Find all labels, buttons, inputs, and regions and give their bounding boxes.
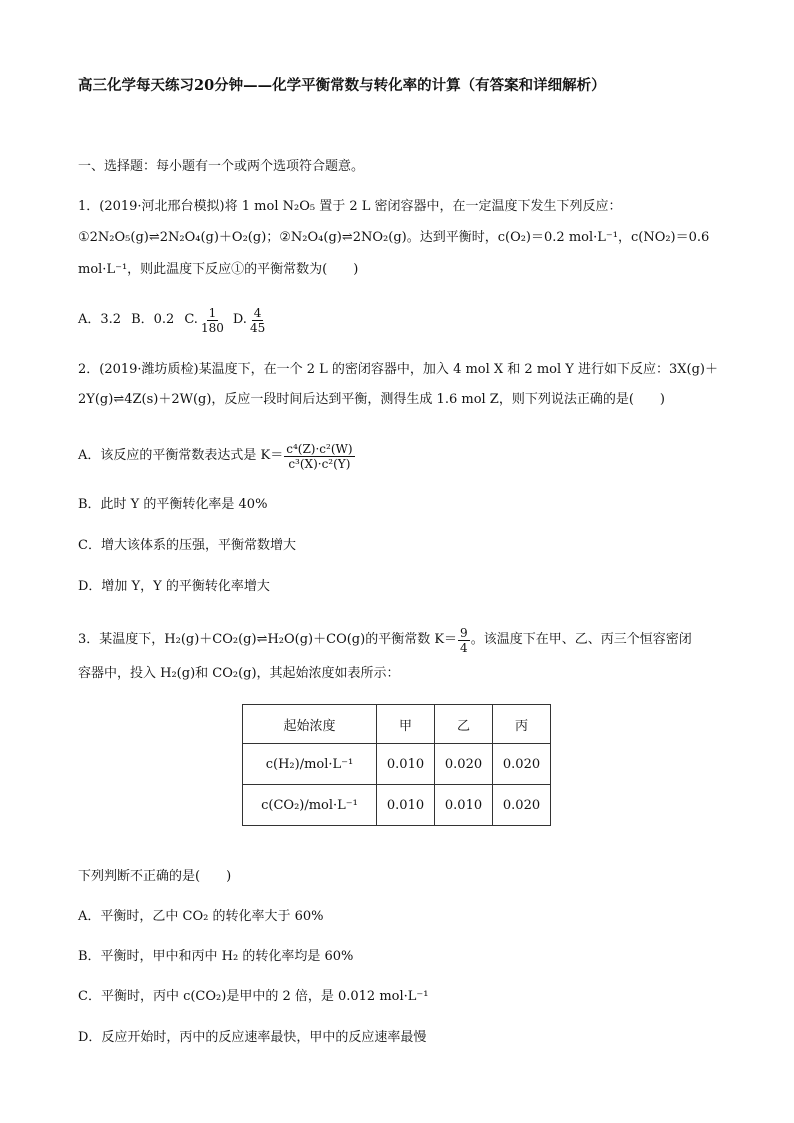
q2-option-a-numerator: c⁴(Z)·c²(W): [286, 441, 353, 456]
q1-line-3: mol·L⁻¹，则此温度下反应①的平衡常数为( ): [78, 262, 359, 277]
q3-option-c: C．平衡时，丙中 c(CO₂)是甲中的 2 倍，是 0.012 mol·L⁻¹: [78, 989, 429, 1004]
q2-line-1: 2．(2019·潍坊质检)某温度下，在一个 2 L 的密闭容器中，加入 4 mol X 和 2 mol Y 进行如下反应：3X(g)＋: [78, 362, 718, 377]
q1-options: [78, 300, 268, 340]
q2-option-d: D．增加 Y，Y 的平衡转化率增大: [78, 579, 270, 594]
q3-line-1: [78, 622, 692, 658]
q1-option-d-label: D.: [232, 312, 247, 327]
table-cell: 0.020: [493, 785, 551, 826]
q2-option-c: C．增大该体系的压强，平衡常数增大: [78, 538, 296, 553]
q2-option-a: [78, 436, 356, 476]
q3-line-1-prefix: 3．某温度下，H₂(g)＋CO₂(g)⇌H₂O(g)＋CO(g)的平衡常数 K＝: [78, 632, 458, 647]
q3-line-1-suffix: 。该温度下在甲、乙、丙三个恒容密闭: [470, 632, 692, 647]
table-header-row: [243, 705, 551, 744]
table-header-cell: 丙: [493, 705, 551, 744]
q1-option-c-label: C.: [184, 312, 198, 327]
q3-k-fraction: [458, 626, 470, 655]
q3-option-a: A．平衡时，乙中 CO₂ 的转化率大于 60%: [78, 909, 324, 924]
table-header-cell: 甲: [377, 705, 435, 744]
section-heading: 一、选择题：每小题有一个或两个选项符合题意。: [78, 159, 365, 174]
q3-option-b: B．平衡时，甲中和丙中 H₂ 的转化率均是 60%: [78, 949, 354, 964]
q3-k-numerator: 9: [460, 625, 468, 640]
table-cell: 0.010: [435, 785, 493, 826]
table-cell: 0.010: [377, 785, 435, 826]
q2-option-a-fraction: [284, 442, 354, 471]
concentration-table: [242, 704, 551, 826]
table-cell: c(CO₂)/mol·L⁻¹: [243, 785, 377, 826]
q1-line-2: ①2N₂O₅(g)⇌2N₂O₄(g)＋O₂(g)；②N₂O₄(g)⇌2NO₂(g)。达到平衡时，c(O₂)＝0.2 mol·L⁻¹，c(NO₂)＝0.6: [78, 230, 710, 245]
table-row: [243, 744, 551, 785]
q3-option-d: D．反应开始时，丙中的反应速率最快，甲中的反应速率最慢: [78, 1030, 427, 1045]
q1-option-b: B．0.2: [131, 312, 175, 327]
q3-line-2: 容器中，投入 H₂(g)和 CO₂(g)，其起始浓度如表所示：: [78, 666, 400, 681]
q1-line-1: 1．(2019·河北邢台模拟)将 1 mol N₂O₅ 置于 2 L 密闭容器中，在一定温度下发生下列反应：: [78, 199, 622, 214]
table-cell: 0.010: [377, 744, 435, 785]
table-header-cell: 乙: [435, 705, 493, 744]
q2-option-a-denominator: c³(X)·c²(Y): [288, 456, 351, 471]
q1-option-d-denominator: 45: [249, 320, 266, 335]
q1-option-c-denominator: 180: [200, 320, 224, 335]
q2-option-b: B．此时 Y 的平衡转化率是 40%: [78, 497, 268, 512]
q3-k-denominator: 4: [460, 640, 468, 655]
q2-line-2: 2Y(g)⇌4Z(s)＋2W(g)，反应一段时间后达到平衡，测得生成 1.6 mol Z，则下列说法正确的是( ): [78, 392, 665, 407]
q1-option-c-numerator: 1: [208, 305, 217, 320]
table-cell: c(H₂)/mol·L⁻¹: [243, 744, 377, 785]
table-cell: 0.020: [493, 744, 551, 785]
table-cell: 0.020: [435, 744, 493, 785]
q2-option-a-prefix: A．该反应的平衡常数表达式是 K＝: [78, 448, 284, 463]
page-title: 高三化学每天练习20分钟——化学平衡常数与转化率的计算（有答案和详细解析）: [78, 77, 606, 94]
q1-option-d-numerator: 4: [253, 305, 262, 320]
q1-option-d-fraction: [248, 306, 267, 335]
q3-question: 下列判断不正确的是( ): [78, 869, 232, 884]
q1-option-a: A．3.2: [78, 312, 122, 327]
q1-option-c-fraction: [199, 306, 226, 335]
table-row: [243, 785, 551, 826]
table-header-cell: 起始浓度: [243, 705, 377, 744]
